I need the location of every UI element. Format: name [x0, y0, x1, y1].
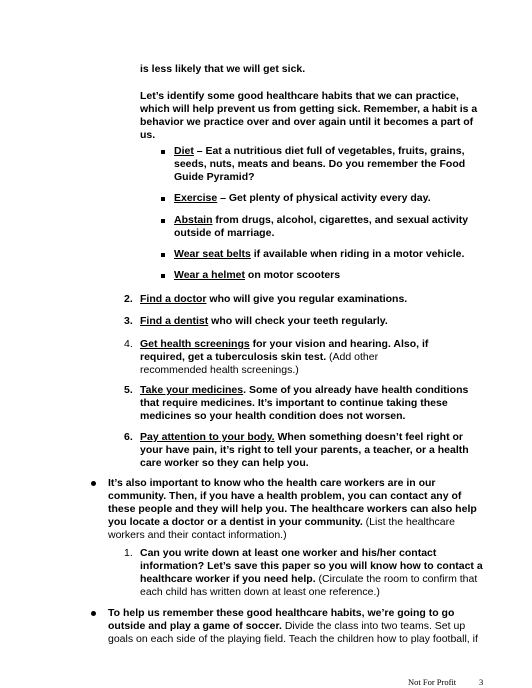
- bullet-marker: [161, 219, 165, 223]
- list-number: 4.: [124, 338, 133, 350]
- item-take-medicines: Take your medicines. Some of you already have health conditions that require medicines. It’s important to continue taking these medicines so your health condition does not worsen.: [140, 384, 469, 422]
- bullet-marker: [161, 274, 165, 278]
- list-number: 1.: [124, 547, 133, 559]
- list-number: 5.: [124, 384, 133, 396]
- footer-label: Not For Profit: [408, 677, 457, 687]
- bullet-helmet: Wear a helmet on motor scooters: [174, 269, 341, 281]
- item-find-dentist: Find a dentist who will check your teeth regularly.: [140, 315, 388, 327]
- intro-continuation: is less likely that we will get sick.: [140, 63, 306, 75]
- bullet-marker: [161, 253, 165, 257]
- item-write-down-worker: Can you write down at least one worker and his/her contact information? Let’s save this paper so you will know how to contact a healthcare worker if you need help. (Circulate the room to confirm that each child has written down at least one reference.): [140, 547, 483, 598]
- bullet-marker: [161, 197, 165, 201]
- round-bullet: [91, 481, 96, 486]
- bullet-seat-belts: Wear seat belts if available when riding in a motor vehicle.: [174, 248, 465, 260]
- bullet-abstain: Abstain from drugs, alcohol, cigarettes, and sexual activity outside of marriage.: [174, 214, 469, 239]
- list-number: 3.: [124, 315, 133, 327]
- bullet-marker: [161, 150, 165, 154]
- intro-paragraph: Let’s identify some good healthcare habits that we can practice, which will help prevent us from getting sick. Remember, a habit is a behavior we practice over and over again until it becomes a part of us.: [140, 90, 478, 141]
- item-pay-attention: Pay attention to your body. When something doesn’t feel right or your have pain, it’s right to tell your parents, a teacher, or a health care worker so they can help you.: [140, 431, 469, 469]
- paragraph-soccer-game: To help us remember these good healthcare habits, we’re going to go outside and play a game of soccer. Divide the class into two teams. Set up goals on each side of the playing field. Teach the children how to play football, if: [108, 607, 478, 645]
- bullet-exercise: Exercise – Get plenty of physical activity every day.: [174, 192, 431, 204]
- round-bullet: [91, 611, 96, 616]
- paragraph-healthcare-workers: It’s also important to know who the health care workers are in our community. Then, if you have a health problem, you can contact any of these people and they will help you. The healthcare workers can also help you locate a doctor or a dentist in your community. (List the healthcare workers and their contact information.): [108, 477, 477, 541]
- item-health-screenings: Get health screenings for your vision and hearing. Also, if required, get a tuberculosis skin test. (Add other recommended health screenings.): [140, 338, 429, 376]
- page-number: 3: [479, 677, 484, 687]
- list-number: 2.: [124, 293, 133, 305]
- bullet-diet: Diet – Eat a nutritious diet full of vegetables, fruits, grains, seeds, nuts, meats and beans. Do you remember the Food Guide Pyramid?: [174, 145, 466, 183]
- item-find-doctor: Find a doctor who will give you regular examinations.: [140, 293, 408, 305]
- list-number: 6.: [124, 431, 133, 443]
